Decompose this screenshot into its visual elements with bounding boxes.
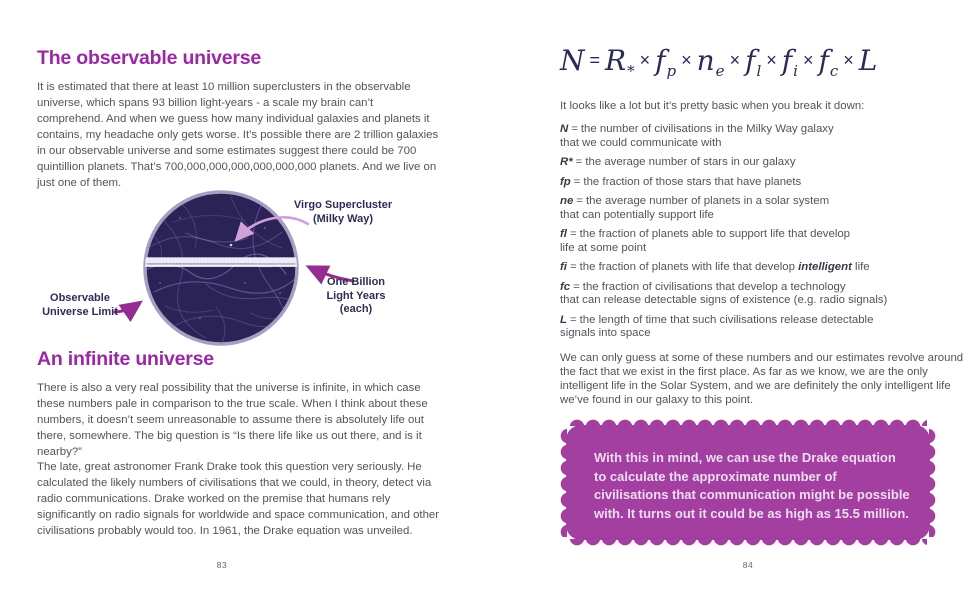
definition-fi: fi = the fraction of planets with life that develop intelligent life [560,261,870,273]
multiply-sign: × [729,50,741,70]
universe-circle [145,192,297,344]
definition-fc: fc = the fraction of civilisations that develop a technology that can release detectable signs of existence (e.g. radio signals) [560,280,888,306]
one-billion-light-years-label-line1: One Billion [326,276,386,288]
virgo-supercluster-label-line2: (Milky Way) [312,212,374,225]
definition-fl: fl = the fraction of planets able to support life that develop life at some point [560,228,851,254]
one-billion-light-years-label-line2: Light Years [326,289,386,302]
callout-scallop-left [560,428,567,537]
one-billion-light-years-label-line3: (each) [339,303,373,315]
equation-var-ne: n [696,44,715,77]
equation-var-R: R [605,44,627,77]
billion-lightyear-ruler [144,261,298,266]
equation-var-N: N [560,44,585,77]
virgo-supercluster-label-line1: Virgo Supercluster [293,199,393,211]
equation-equals: = [589,50,601,70]
observable-universe-limit-label [28,292,132,319]
callout-scallop-top [569,419,927,426]
closing-paragraph: We can only guess at some of these numbers and our estimates revolve around the fact that we exist in the first place. As far as we know, we are the only intelligent life in the Solar System, and we are definitely the only intelligent life we’ve found in our galaxy to this point. [560,351,964,406]
right-page-number: 84 [742,560,754,570]
equation-var-fp: f [655,44,666,77]
callout-scallop-right [929,428,936,537]
left-page-number: 83 [216,560,228,570]
observable-universe-paragraph: It is estimated that there at least 10 million superclusters in the observable universe, which spans 93 billion light-years - a scale my brain can’t comprehend. And when we guess how many individual galaxies and planets it contains, my headache only gets worse. It’s possible there are 2 trillion galaxies in our observable universe and some estimates suggest there could be 700 quintillion planets. That’s 700,000,000,000,000,000,000 planets. And we live on just one of them. [37,81,439,189]
drake-equation: $N = R_*\times f_p\times n_e\times f_l\times f_i\times f_c\times L$ [560,44,878,80]
multiply-sign: × [843,50,854,70]
equation-var-L: L [858,44,878,77]
section-heading-observable-universe: The observable universe [37,47,262,69]
section-heading-infinite-universe: An infinite universe [37,348,214,370]
one-billion-light-years-label [316,276,396,317]
equation-intro-line: It looks like a lot but it’s pretty basic when you break it down: [560,100,865,112]
observable-universe-limit-label-line1: Observable [50,292,110,304]
drake-result-callout [560,419,936,546]
callout-text: With this in mind, we can use the Drake equation to calculate the approximate number of civilisations that communication might be possible with. It turns out it could be as high as 15.5 million. [594,450,910,521]
infinite-universe-paragraph-1: There is also a very real possibility that the universe is infinite, in which case these numbers pale in comparison to the true scale. When I think about these numbers, it doesn’t seem unreasonable to assume there is absolutely life out there, somewhere. The big question is “Is there life like us out there, and is it nearby?” [37,382,428,458]
multiply-sign: × [766,50,777,70]
definition-N: N = the number of civilisations in the Milky Way galaxy that we could communicate with [560,123,834,149]
equation-var-fc: f [818,44,829,77]
observable-universe-limit-label-line2: Universe Limit [42,305,118,318]
definition-L: L = the length of time that such civilisations release detectable signals into space [560,313,874,339]
definition-fp: fp = the fraction of those stars that have planets [560,175,802,188]
multiply-sign: × [681,50,692,70]
equation-var-fi: f [781,44,793,77]
right-page-column [560,44,964,407]
multiply-sign: × [802,50,814,70]
virgo-supercluster-label [288,199,398,226]
definition-R: R* = the average number of stars in our galaxy [560,156,796,168]
multiply-sign: × [639,50,651,70]
callout-scallop-bottom [569,539,927,546]
definition-ne: ne = the average number of planets in a solar system that can potentially support life [560,195,830,221]
equation-var-fl: f [745,44,756,77]
infinite-universe-paragraph-2: The late, great astronomer Frank Drake took this question very seriously. He calculated the likely numbers of civilisations that we could, in theory, detect via radio communications. Drake worked on the premise that humans rely significantly on radio signals for worldwide and space communication, and other civilisations probably would too. In 1961, the Drake equation was unveiled. [37,461,440,537]
